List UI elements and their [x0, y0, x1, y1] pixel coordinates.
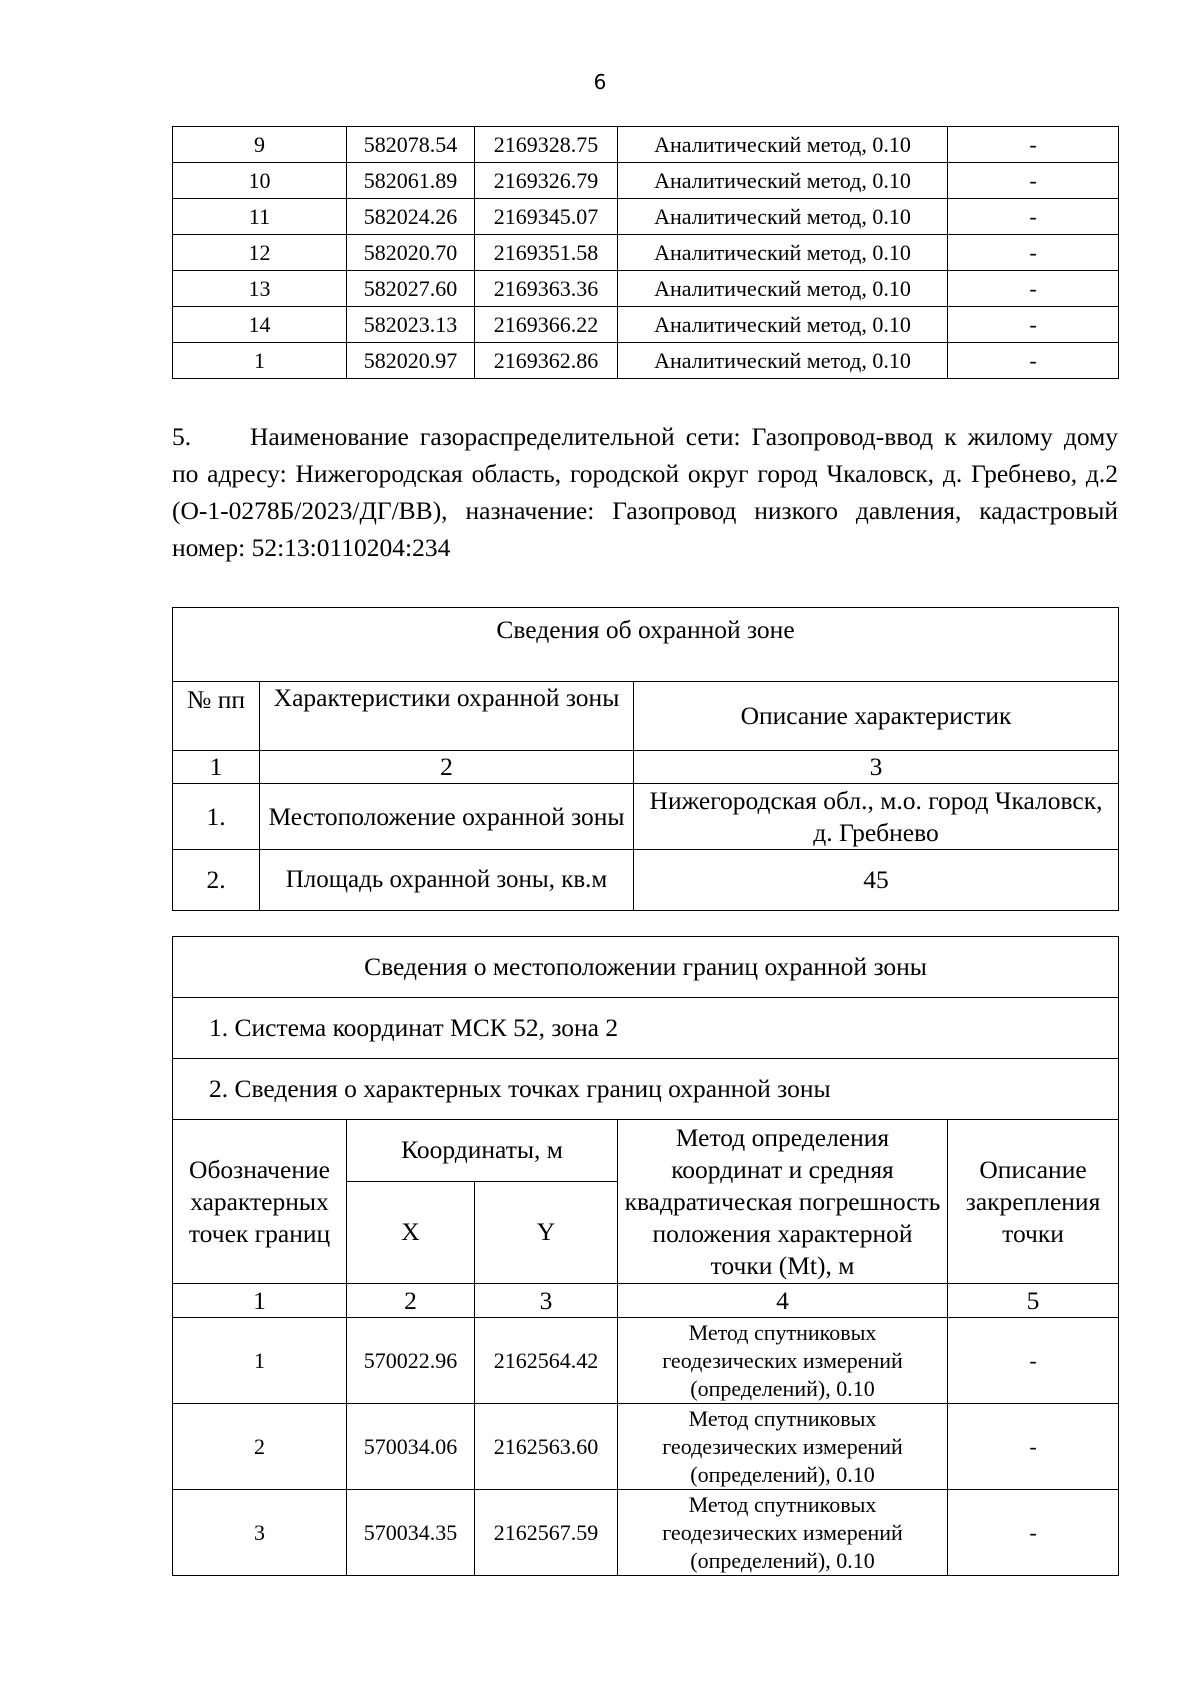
y-cell: 2169326.79 [475, 163, 618, 199]
x-cell: 570022.96 [347, 1318, 475, 1404]
method-cell: Метод спутниковых геодезических измерений (определений), 0.10 [618, 1404, 948, 1490]
y-cell: 2162567.59 [475, 1490, 618, 1576]
y-cell: 2169328.75 [475, 127, 618, 163]
numbering-cell: 3 [475, 1284, 618, 1318]
y-cell: 2169362.86 [475, 343, 618, 379]
desc-cell: - [948, 127, 1119, 163]
point-cell: 13 [173, 271, 347, 307]
point-cell: 2 [173, 1404, 347, 1490]
table-row [173, 850, 1119, 911]
desc-cell: - [948, 1490, 1119, 1576]
point-cell: 9 [173, 127, 347, 163]
table-title: Сведения об охранной зоне [173, 608, 1119, 682]
coordinate-system: 1. Система координат МСК 52, зона 2 [173, 998, 1119, 1059]
table-row [173, 271, 1119, 307]
point-cell: 10 [173, 163, 347, 199]
row-description: 45 [634, 850, 1119, 911]
header-fixing: Описание закрепления точки [948, 1120, 1119, 1284]
numbering-cell: 1 [173, 1284, 347, 1318]
table-row [173, 127, 1119, 163]
header-coordinates: Координаты, м [347, 1120, 618, 1182]
table-row [173, 1404, 1119, 1490]
desc-cell: - [948, 235, 1119, 271]
table-row [173, 784, 1119, 850]
desc-cell: - [948, 1404, 1119, 1490]
x-cell: 582078.54 [347, 127, 475, 163]
row-characteristic: Площадь охранной зоны, кв.м [260, 850, 634, 911]
desc-cell: - [948, 343, 1119, 379]
x-cell: 582024.26 [347, 199, 475, 235]
protection-zone-table [172, 607, 1119, 911]
table-numbering-row [173, 751, 1119, 784]
table-row [173, 235, 1119, 271]
point-cell: 12 [173, 235, 347, 271]
y-cell: 2162564.42 [475, 1318, 618, 1404]
method-cell: Метод спутниковых геодезических измерений (определений), 0.10 [618, 1318, 948, 1404]
x-cell: 582023.13 [347, 307, 475, 343]
coordinates-table-body [173, 127, 1119, 379]
desc-cell: - [948, 199, 1119, 235]
point-cell: 14 [173, 307, 347, 343]
method-cell: Аналитический метод, 0.10 [618, 343, 948, 379]
table-row [173, 1490, 1119, 1576]
x-cell: 582020.97 [347, 343, 475, 379]
desc-cell: - [948, 307, 1119, 343]
method-cell: Аналитический метод, 0.10 [618, 163, 948, 199]
point-cell: 1 [173, 1318, 347, 1404]
numbering-cell: 3 [634, 751, 1119, 784]
coordinates-table-continued [172, 126, 1119, 379]
header-designation: Обозначение характерных точек границ [173, 1120, 347, 1284]
table-row [173, 163, 1119, 199]
header-characteristic: Характеристики охранной зоны [260, 682, 634, 751]
protection-zone-table-body [173, 608, 1119, 911]
x-cell: 582020.70 [347, 235, 475, 271]
numbering-cell: 2 [260, 751, 634, 784]
table-row [173, 343, 1119, 379]
coordinate-system-row [173, 998, 1119, 1059]
table-title: Сведения о местоположении границ охранной зоны [173, 937, 1119, 998]
row-description: Нижегородская обл., м.о. город Чкаловск, д. Гребнево [634, 784, 1119, 850]
header-y: Y [475, 1181, 618, 1283]
zone-boundaries-table-body [173, 937, 1119, 1576]
row-number: 1. [173, 784, 260, 850]
table-row [173, 1318, 1119, 1404]
points-title-row [173, 1059, 1119, 1120]
desc-cell: - [948, 271, 1119, 307]
x-cell: 582027.60 [347, 271, 475, 307]
table-header-row [173, 1120, 1119, 1182]
table-row [173, 307, 1119, 343]
x-cell: 570034.06 [347, 1404, 475, 1490]
table-title-row [173, 937, 1119, 998]
numbering-cell: 1 [173, 751, 260, 784]
y-cell: 2169351.58 [475, 235, 618, 271]
desc-cell: - [948, 163, 1119, 199]
numbering-cell: 5 [948, 1284, 1119, 1318]
table-header-row [173, 682, 1119, 751]
numbering-cell: 4 [618, 1284, 948, 1318]
numbering-cell: 2 [347, 1284, 475, 1318]
method-cell: Аналитический метод, 0.10 [618, 127, 948, 163]
table-title-row [173, 608, 1119, 682]
header-number: № пп [173, 682, 260, 751]
x-cell: 570034.35 [347, 1490, 475, 1576]
x-cell: 582061.89 [347, 163, 475, 199]
zone-boundaries-table [172, 936, 1119, 1576]
header-description: Описание характеристик [634, 682, 1119, 751]
section-text: Наименование газораспределительной сети: Газопровод-ввод к жилому дому по адресу: Нижегородская область, городской округ город Чкаловск, д. Гребнево, д.2 (О-1-0278Б/2023/ДГ/ВВ), назначение: Газопровод низкого давления, кадастровый номер: 52:13:0110204:234 [172, 422, 1118, 562]
header-method: Метод определения координат и средняя квадратическая погрешность положения характерной точки (Mt), м [618, 1120, 948, 1284]
page-number: 6 [593, 70, 607, 94]
row-number: 2. [173, 850, 260, 911]
method-cell: Аналитический метод, 0.10 [618, 307, 948, 343]
section-5-paragraph [172, 418, 1118, 566]
y-cell: 2169366.22 [475, 307, 618, 343]
y-cell: 2169363.36 [475, 271, 618, 307]
point-cell: 3 [173, 1490, 347, 1576]
method-cell: Аналитический метод, 0.10 [618, 235, 948, 271]
points-title: 2. Сведения о характерных точках границ охранной зоны [173, 1059, 1119, 1120]
y-cell: 2169345.07 [475, 199, 618, 235]
desc-cell: - [948, 1318, 1119, 1404]
header-x: X [347, 1181, 475, 1283]
method-cell: Метод спутниковых геодезических измерений (определений), 0.10 [618, 1490, 948, 1576]
method-cell: Аналитический метод, 0.10 [618, 199, 948, 235]
section-number: 5. [172, 422, 192, 451]
y-cell: 2162563.60 [475, 1404, 618, 1490]
table-numbering-row [173, 1284, 1119, 1318]
table-row [173, 199, 1119, 235]
point-cell: 11 [173, 199, 347, 235]
method-cell: Аналитический метод, 0.10 [618, 271, 948, 307]
row-characteristic: Местоположение охранной зоны [260, 784, 634, 850]
point-cell: 1 [173, 343, 347, 379]
